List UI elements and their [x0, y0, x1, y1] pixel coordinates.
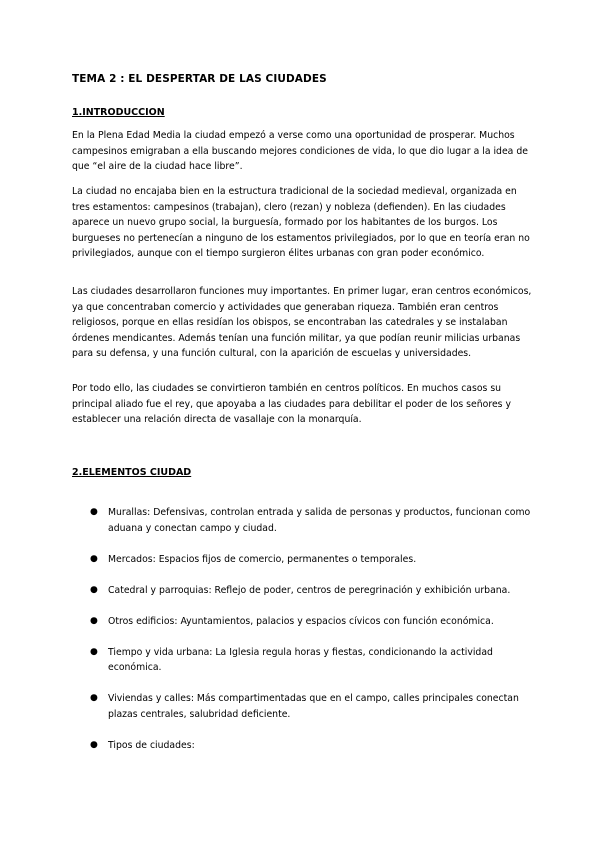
list-item-text: Murallas: Defensivas, controlan entrada y salida de personas y productos, funcionan como aduana y conectan campo y ciudad.: [108, 507, 531, 534]
document-title: TEMA 2 : EL DESPERTAR DE LAS CIUDADES: [72, 73, 327, 85]
section-heading-introduccion: 1.INTRODUCCION: [72, 107, 165, 118]
bullet-icon: ●: [90, 584, 98, 595]
bullet-icon: ●: [90, 646, 98, 657]
list-item: [72, 614, 532, 630]
bullet-icon: ●: [90, 507, 98, 517]
paragraph: Las ciudades desarrollaron funciones muy importantes. En primer lugar, eran centros económicos, ya que concentraban comercio y actividades que generaban riqueza. También eran centros religiosos, porque en ellas residían los obispos, se encontraban las catedrales y se instalaban órdenes mendicantes. Además tenían una función militar, ya que podían reunir milicias urbanas para su defensa, y una función cultural, con la aparición de escuelas y universidades.: [72, 286, 532, 360]
list-item-text: Otros edificios: Ayuntamientos, palacios y espacios cívicos con función económica.: [108, 615, 494, 627]
paragraph: En la Plena Edad Media la ciudad empezó a verse como una oportunidad de prosperar. Muchos campesinos emigraban a ella buscando mejores condiciones de vida, lo que dio lugar a la idea de que “el aire de la ciudad hace libre”.: [72, 130, 528, 173]
paragraph: La ciudad no encajaba bien en la estructura tradicional de la sociedad medieval, organizada en tres estamentos: campesinos (trabajan), clero (rezan) y nobleza (defienden). En las ciudades aparece un nuevo grupo social, la burguesía, formado por los habitantes de los burgos. Los burgueses no pertenecían a ninguno de los estamentos privilegiados, por lo que en teoría eran no privilegiados, aunque con el tiempo surgieron élites urbanas con gran poder económico.: [72, 186, 530, 260]
list-item-text: Tiempo y vida urbana: La Iglesia regula horas y fiestas, condicionando la actividad económica.: [108, 646, 493, 674]
list-item: [72, 583, 532, 599]
list-item-text: Catedral y parroquias: Reflejo de poder, centros de peregrinación y exhibición urbana.: [108, 584, 511, 596]
bullet-icon: ●: [90, 553, 98, 564]
paragraph: Por todo ello, las ciudades se convirtieron también en centros políticos. En muchos casos su principal aliado fue el rey, que apoyaba a las ciudades para debilitar el poder de los señores y establecer una relación directa de vasallaje con la monarquía.: [72, 383, 511, 426]
list-item-text: Mercados: Espacios fijos de comercio, permanentes o temporales.: [108, 553, 417, 565]
list-item: [72, 691, 532, 722]
list-item: [72, 645, 532, 676]
list-item: [72, 505, 532, 536]
section-heading-elementos-ciudad: 2.ELEMENTOS CIUDAD: [72, 467, 192, 478]
elements-list: [72, 505, 532, 769]
list-item-text: Tipos de ciudades:: [108, 739, 195, 751]
bullet-icon: ●: [90, 615, 98, 626]
bullet-icon: ●: [90, 739, 98, 750]
list-item: [72, 738, 532, 754]
list-item: [72, 552, 532, 568]
list-item-text: Viviendas y calles: Más compartimentadas que en el campo, calles principales conectan plazas centrales, salubridad deficiente.: [108, 693, 519, 720]
bullet-icon: ●: [90, 693, 98, 704]
